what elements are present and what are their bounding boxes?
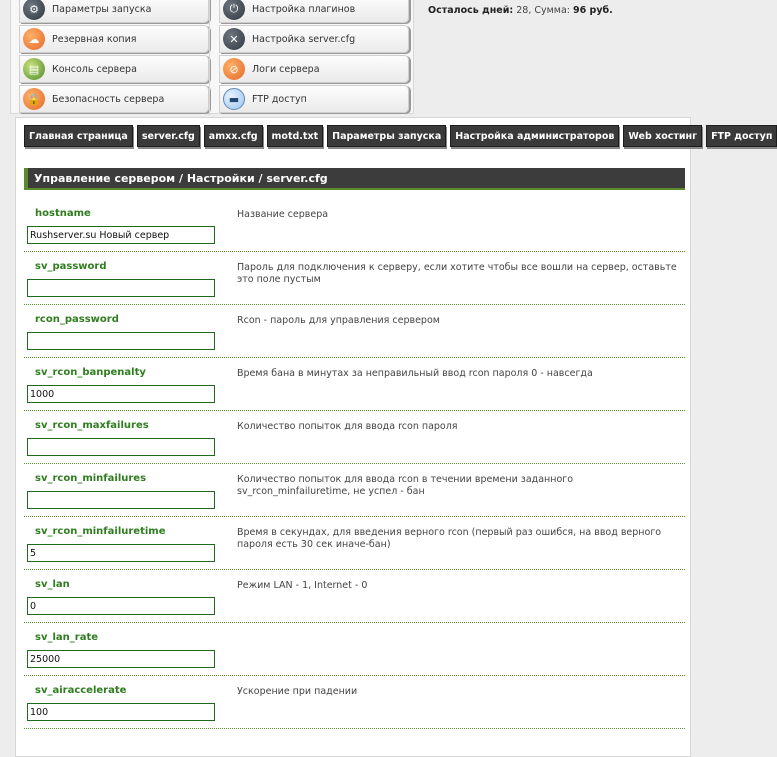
nav-admins-button[interactable]: Настройка администраторов xyxy=(450,125,619,147)
param-row-sv-airaccelerate xyxy=(24,676,685,729)
menu-item-security[interactable] xyxy=(19,85,209,113)
cloud-backup-icon: ☁ xyxy=(23,28,45,50)
sv-rcon-maxfailures-input[interactable] xyxy=(27,438,215,456)
menu-column-2 xyxy=(219,0,409,115)
param-row-sv-rcon-banpenalty xyxy=(24,358,685,411)
param-description: Время бана в минутах за неправильный ввод rcon пароля 0 - навсегда xyxy=(237,368,593,379)
nav-ftp-button[interactable]: FTP доступ xyxy=(706,125,777,147)
nav-server-cfg-button[interactable]: server.cfg xyxy=(137,125,200,147)
param-name: sv_airaccelerate xyxy=(35,685,127,696)
param-description: Пароль для подключения к серверу, если хотите чтобы все вошли на сервер, оставьте это поле пустым xyxy=(237,262,677,285)
param-name: sv_password xyxy=(35,261,107,272)
sv-rcon-minfailures-input[interactable] xyxy=(27,491,215,509)
sv-lan-input[interactable] xyxy=(27,597,215,615)
account-info xyxy=(428,5,613,16)
menu-item-label: Настройка плагинов xyxy=(252,3,356,15)
sum-value: 96 руб. xyxy=(573,5,613,16)
menu-item-backup[interactable] xyxy=(19,25,209,53)
sv-rcon-banpenalty-input[interactable] xyxy=(27,385,215,403)
param-description: Название сервера xyxy=(237,209,329,220)
plug-icon: ⏻ xyxy=(223,0,245,20)
nav-launch-params-button[interactable]: Параметры запуска xyxy=(327,125,446,147)
menu-column-1 xyxy=(19,0,209,115)
nav-amxx-cfg-button[interactable]: amxx.cfg xyxy=(204,125,263,147)
param-row-rcon-password xyxy=(24,305,685,358)
rcon-password-input[interactable] xyxy=(27,332,215,350)
param-row-sv-password xyxy=(24,252,685,305)
sum-label: , Сумма: xyxy=(528,5,570,16)
param-row-sv-rcon-maxfailures xyxy=(24,411,685,464)
nav-motd-button[interactable]: motd.txt xyxy=(267,125,324,147)
sv-rcon-minfailuretime-input[interactable] xyxy=(27,544,215,562)
menu-item-console[interactable] xyxy=(19,55,209,83)
param-row-sv-lan-rate xyxy=(24,623,685,676)
param-name: sv_rcon_minfailuretime xyxy=(35,526,166,537)
param-description: Количество попыток для ввода rcon в течении времени заданного sv_rcon_minfailuretime, не успел - бан xyxy=(237,474,574,497)
menu-item-ftp[interactable] xyxy=(219,85,409,113)
param-row-hostname xyxy=(24,199,685,252)
menu-item-label: FTP доступ xyxy=(252,93,307,105)
server-menu-panel xyxy=(10,0,414,114)
menu-item-label: Параметры запуска xyxy=(52,3,152,15)
param-name: rcon_password xyxy=(35,314,119,325)
param-row-sv-rcon-minfailures xyxy=(24,464,685,517)
console-icon: ▤ xyxy=(23,58,45,80)
hostname-input[interactable] xyxy=(27,226,215,244)
days-left-label: Осталось дней: xyxy=(428,5,514,16)
param-description: Ускорение при падении xyxy=(237,686,358,697)
lock-icon: 🔒 xyxy=(23,88,45,110)
top-nav xyxy=(24,125,777,147)
menu-item-launch-params[interactable] xyxy=(19,0,209,23)
menu-item-label: Логи сервера xyxy=(252,63,320,75)
param-name: sv_rcon_maxfailures xyxy=(35,420,149,431)
param-description: Rcon - пароль для управления сервером xyxy=(237,315,440,326)
menu-item-label: Настройка server.cfg xyxy=(252,33,356,45)
page-title: Управление сервером / Настройки / server.cfg xyxy=(24,168,685,190)
param-name: sv_lan xyxy=(35,579,70,590)
menu-item-label: Консоль сервера xyxy=(52,63,137,75)
folder-icon: ▬ xyxy=(223,88,245,110)
menu-item-label: Безопасность сервера xyxy=(52,93,165,105)
param-description: Режим LAN - 1, Internet - 0 xyxy=(237,580,368,591)
gear-icon: ⚙ xyxy=(23,0,45,20)
paperclip-icon: ⊘ xyxy=(223,58,245,80)
param-name: hostname xyxy=(35,208,91,219)
nav-home-button[interactable]: Главная страница xyxy=(24,125,133,147)
days-left-value: 28 xyxy=(516,5,529,16)
menu-item-plugins[interactable] xyxy=(219,0,409,23)
menu-item-label: Резервная копия xyxy=(52,33,137,45)
main-content xyxy=(15,117,773,757)
params-list xyxy=(24,199,685,729)
param-name: sv_rcon_banpenalty xyxy=(35,367,146,378)
nav-web-hosting-button[interactable]: Web хостинг xyxy=(623,125,702,147)
sv-lan-rate-input[interactable] xyxy=(27,650,215,668)
param-description: Количество попыток для ввода rcon пароля xyxy=(237,421,458,432)
param-name: sv_lan_rate xyxy=(35,632,99,643)
sv-password-input[interactable] xyxy=(27,279,215,297)
param-name: sv_rcon_minfailures xyxy=(35,473,147,484)
menu-item-logs[interactable] xyxy=(219,55,409,83)
param-row-sv-rcon-minfailuretime xyxy=(24,517,685,570)
param-description: Время в секундах, для введения верного rcon (первый раз ошибся, на ввод верного пароля есть 30 сек иначе-бан) xyxy=(237,527,662,550)
menu-item-server-cfg[interactable] xyxy=(219,25,409,53)
tools-icon: ✕ xyxy=(223,28,245,50)
sv-airaccelerate-input[interactable] xyxy=(27,703,215,721)
param-row-sv-lan xyxy=(24,570,685,623)
